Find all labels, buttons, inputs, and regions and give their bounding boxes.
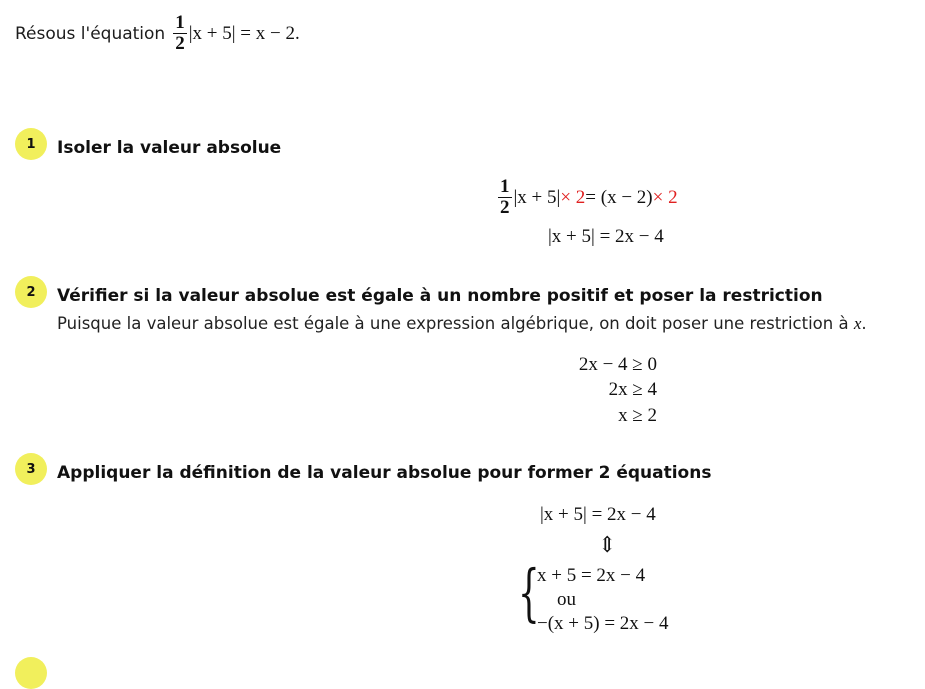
problem-statement	[15, 14, 300, 53]
system-equation-1: x + 5 = 2x − 4	[537, 565, 646, 586]
step-2-inequality-1: 2x − 4 ≥ 0	[578, 354, 657, 375]
step-1-badge: 1	[15, 128, 47, 160]
step-3-equation: |x + 5| = 2x − 4	[540, 504, 656, 525]
step-3-badge: 3	[15, 453, 47, 485]
problem-equation: |x + 5| = x − 2.	[188, 22, 300, 44]
step-2-inequality-3: x ≥ 2	[618, 405, 657, 426]
step-1-equation-1: $\frac{1}{2}$ |x + 5| × 2 = (x − 2) × 2	[500, 176, 678, 218]
step-2-explanation: Puisque la valeur absolue est égale à une expression algébrique, on doit poser une restriction à x.	[57, 314, 867, 333]
step-4-badge	[15, 657, 47, 689]
problem-lead-text: Résous l'équation	[15, 23, 166, 44]
system-brace: {	[518, 556, 540, 629]
system-equation-2: −(x + 5) = 2x − 4	[537, 613, 669, 634]
step-1-equation-2: |x + 5| = 2x − 4	[548, 226, 664, 247]
system-or: ou	[557, 589, 576, 610]
step-1-fraction: $\frac{1}{2}$	[500, 176, 510, 218]
step-2-title: Vérifier si la valeur absolue est égale à un nombre positif et poser la restriction	[57, 286, 823, 306]
step-1-title: Isoler la valeur absolue	[57, 138, 282, 158]
problem-fraction: $\frac{1}{2}$	[175, 12, 185, 54]
step-3-title: Appliquer la définition de la valeur absolue pour former 2 équations	[57, 463, 712, 483]
step-2-badge: 2	[15, 276, 47, 308]
equivalence-arrow-icon: ⇕	[598, 532, 617, 557]
step-2-inequality-2: 2x ≥ 4	[608, 379, 657, 400]
